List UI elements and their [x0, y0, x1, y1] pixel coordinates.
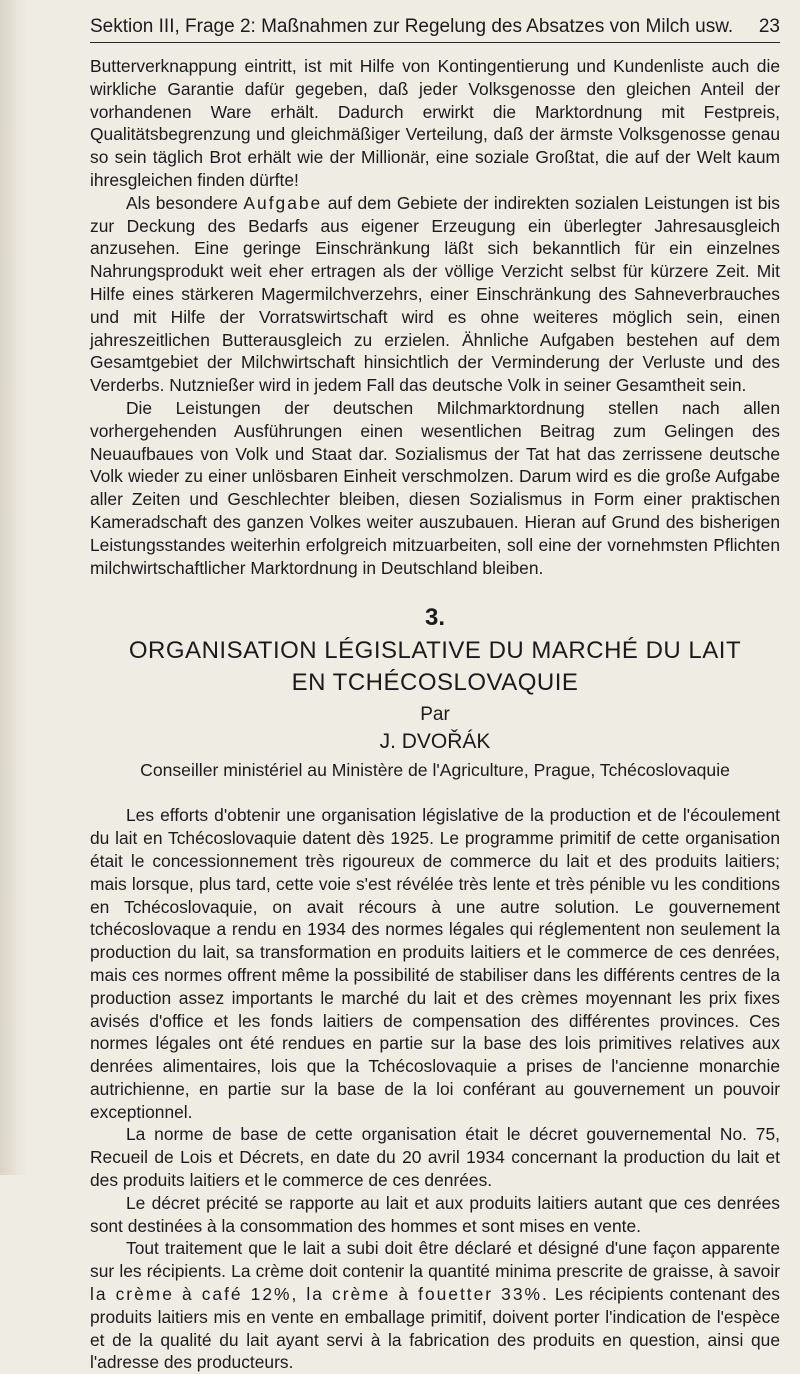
emphasis-aufgabe: Aufgabe [243, 192, 323, 213]
german-paragraph-3: Die Leistungen der deutschen Milchmarktordnung stellen nach allen vorhergehenden Ausführungen einen wesentlichen Beitrag zum Gelingen des Neuaufbaues von Volk und Staat dar. Sozialismus der Tat hat das zerrissene deutsche Volk wieder zu einer unlösbaren Einheit verschmolzen. Darum wird es die große Aufgabe aller Zeiten und Geschlechter bleiben, diesen Sozialismus in Form einer praktischen Kameradschaft des ganzen Volkes weiter auszubauen. Hieran auf Grund des bisherigen Leistungsstandes weiterhin erfolgreich mitzuarbeiten, soll eine der vornehmsten Pflichten milchwirtschaftlicher Marktordnung in Deutschland bleiben. [90, 397, 780, 578]
section-title-line-2: EN TCHÉCOSLOVAQUIE [291, 669, 579, 697]
french-paragraph-3: Le décret précité se rapporte au lait et aux produits laitiers autant que ces denrées sont destinées à la consommation des hommes et sont mises en vente. [90, 1192, 780, 1236]
section-heading [90, 603, 780, 782]
page-edge-shadow [0, 0, 28, 1175]
running-header [90, 14, 780, 43]
author-name: J. DVOŘÁK [379, 730, 491, 754]
section-number: 3. [424, 604, 445, 632]
byline-par: Par [420, 704, 450, 726]
german-paragraph-1: Butterverknappung eintritt, ist mit Hilfe von Kontingentierung und Kundenliste auch die wirkliche Garantie dafür gegeben, daß jeder Volksgenosse den gleichen Anteil der vorhandenen Ware erhält. Dadurch erwirkt die Marktordnung mit Festpreis, Qualitätsbegrenzung und gleichmäßiger Verteilung, daß der ärmste Volksgenosse genau so sein täglich Brot erhält wie der Millionär, eine soziale Großtat, die auf der Welt kaum ihresgleichen finden dürfte! [90, 56, 780, 190]
french-text-block [90, 804, 780, 1374]
french-paragraph-4-rest: Les récipients contenant des produits laitiers mis en vente en emballage primitif, doivent porter l'indication de l'espèce et de la qualité du lait ayant servi à la fabrication des produits en question, ainsi que l'adresse des producteurs. [90, 1284, 780, 1373]
french-paragraph-4 [90, 1237, 780, 1374]
running-title: Sektion III, Frage 2: Maßnahmen zur Regelung des Absatzes von Milch usw. [90, 16, 734, 37]
french-paragraph-2: La norme de base de cette organisation était le décret gouvernemental No. 75, Recueil de Lois et Décrets, en date du 20 avril 1934 concernant la production du lait et des produits laitiers et le commerce de ces denrées. [90, 1124, 780, 1191]
section-title-line-1: ORGANISATION LÉGISLATIVE DU MARCHÉ DU LAIT [128, 637, 742, 665]
document-page [90, 14, 780, 1374]
german-paragraph-2 [90, 192, 780, 397]
french-paragraph-1: Les efforts d'obtenir une organisation législative de la production et de l'écoulement du lait en Tchécoslovaquie datent dès 1925. Le programme primitif de cette organisation était le concessionnement très rigoureux de commerce du lait et des produits laitiers; mais lorsque, plus tard, cette voie s'est révélée très lente et très pénible vu les conditions en Tchécoslovaquie, on avait récours à une autre solution. Le gouvernement tchécoslovaque a rendu en 1934 des normes légales qui réglementent non seulement la production du lait, sa transformation en produits laitiers et le commerce de ces denrées, mais ces normes offrent même la possibilité de stabiliser dans les différents centres de la production assez importants le marché du lait et des crèmes moyennant les prix fixes avisés d'office et les fonds laitiers de compensation des différentes provinces. Ces normes légales ont été rendues en partie sur la base des lois primitives relatives aux denrées alimentaires, lois que la Tchécoslovaquie a prises de l'ancienne monarchie autrichienne, en partie sur la base de la loi conférant au gouvernement un pouvoir exceptionnel. [90, 805, 780, 1122]
page-number: 23 [758, 16, 780, 37]
german-paragraph-2-rest: auf dem Gebiete der indirekten sozialen Leistungen ist bis zur Deckung des Bedarfs aus eigener Erzeugung ein überlegter Jahresausgleich anzusehen. Eine geringe Einschränkung läßt sich bekanntlich für ein einzelnes Nahrungsprodukt weit eher ertragen als der völlige Verzicht selbst für kürzere Zeit. Mit Hilfe eines stärkeren Magermilchverzehrs, einer Einschränkung des Sahneverbrauches und mit Hilfe der Vorratswirtschaft wird es ohne weiteres möglich sein, einen jahreszeitlichen Butterausgleich zu erzielen. Ähnliche Aufgaben bestehen auf dem Gesamtgebiet der Milchwirtschaft hinsichtlich der Verminderung der Verluste und des Verderbs. Nutznießer wird in jedem Fall das deutsche Volk in seiner Gesamtheit sein. [90, 192, 780, 396]
german-text-block [90, 55, 780, 579]
french-paragraph-4-start: Tout traitement que le lait a subi doit être déclaré et désigné d'une façon apparente sur les récipients. La crème doit contenir la quantité minima prescrite de graisse, à savoir [90, 1238, 780, 1282]
author-affiliation: Conseiller ministériel au Ministère de l'Agriculture, Prague, Tchécoslovaquie [140, 760, 730, 781]
german-paragraph-2-start: Als besondere [126, 192, 244, 213]
emphasis-cream-percentages: la crème à café 12%, la crème à fouetter 33%. [90, 1284, 549, 1305]
